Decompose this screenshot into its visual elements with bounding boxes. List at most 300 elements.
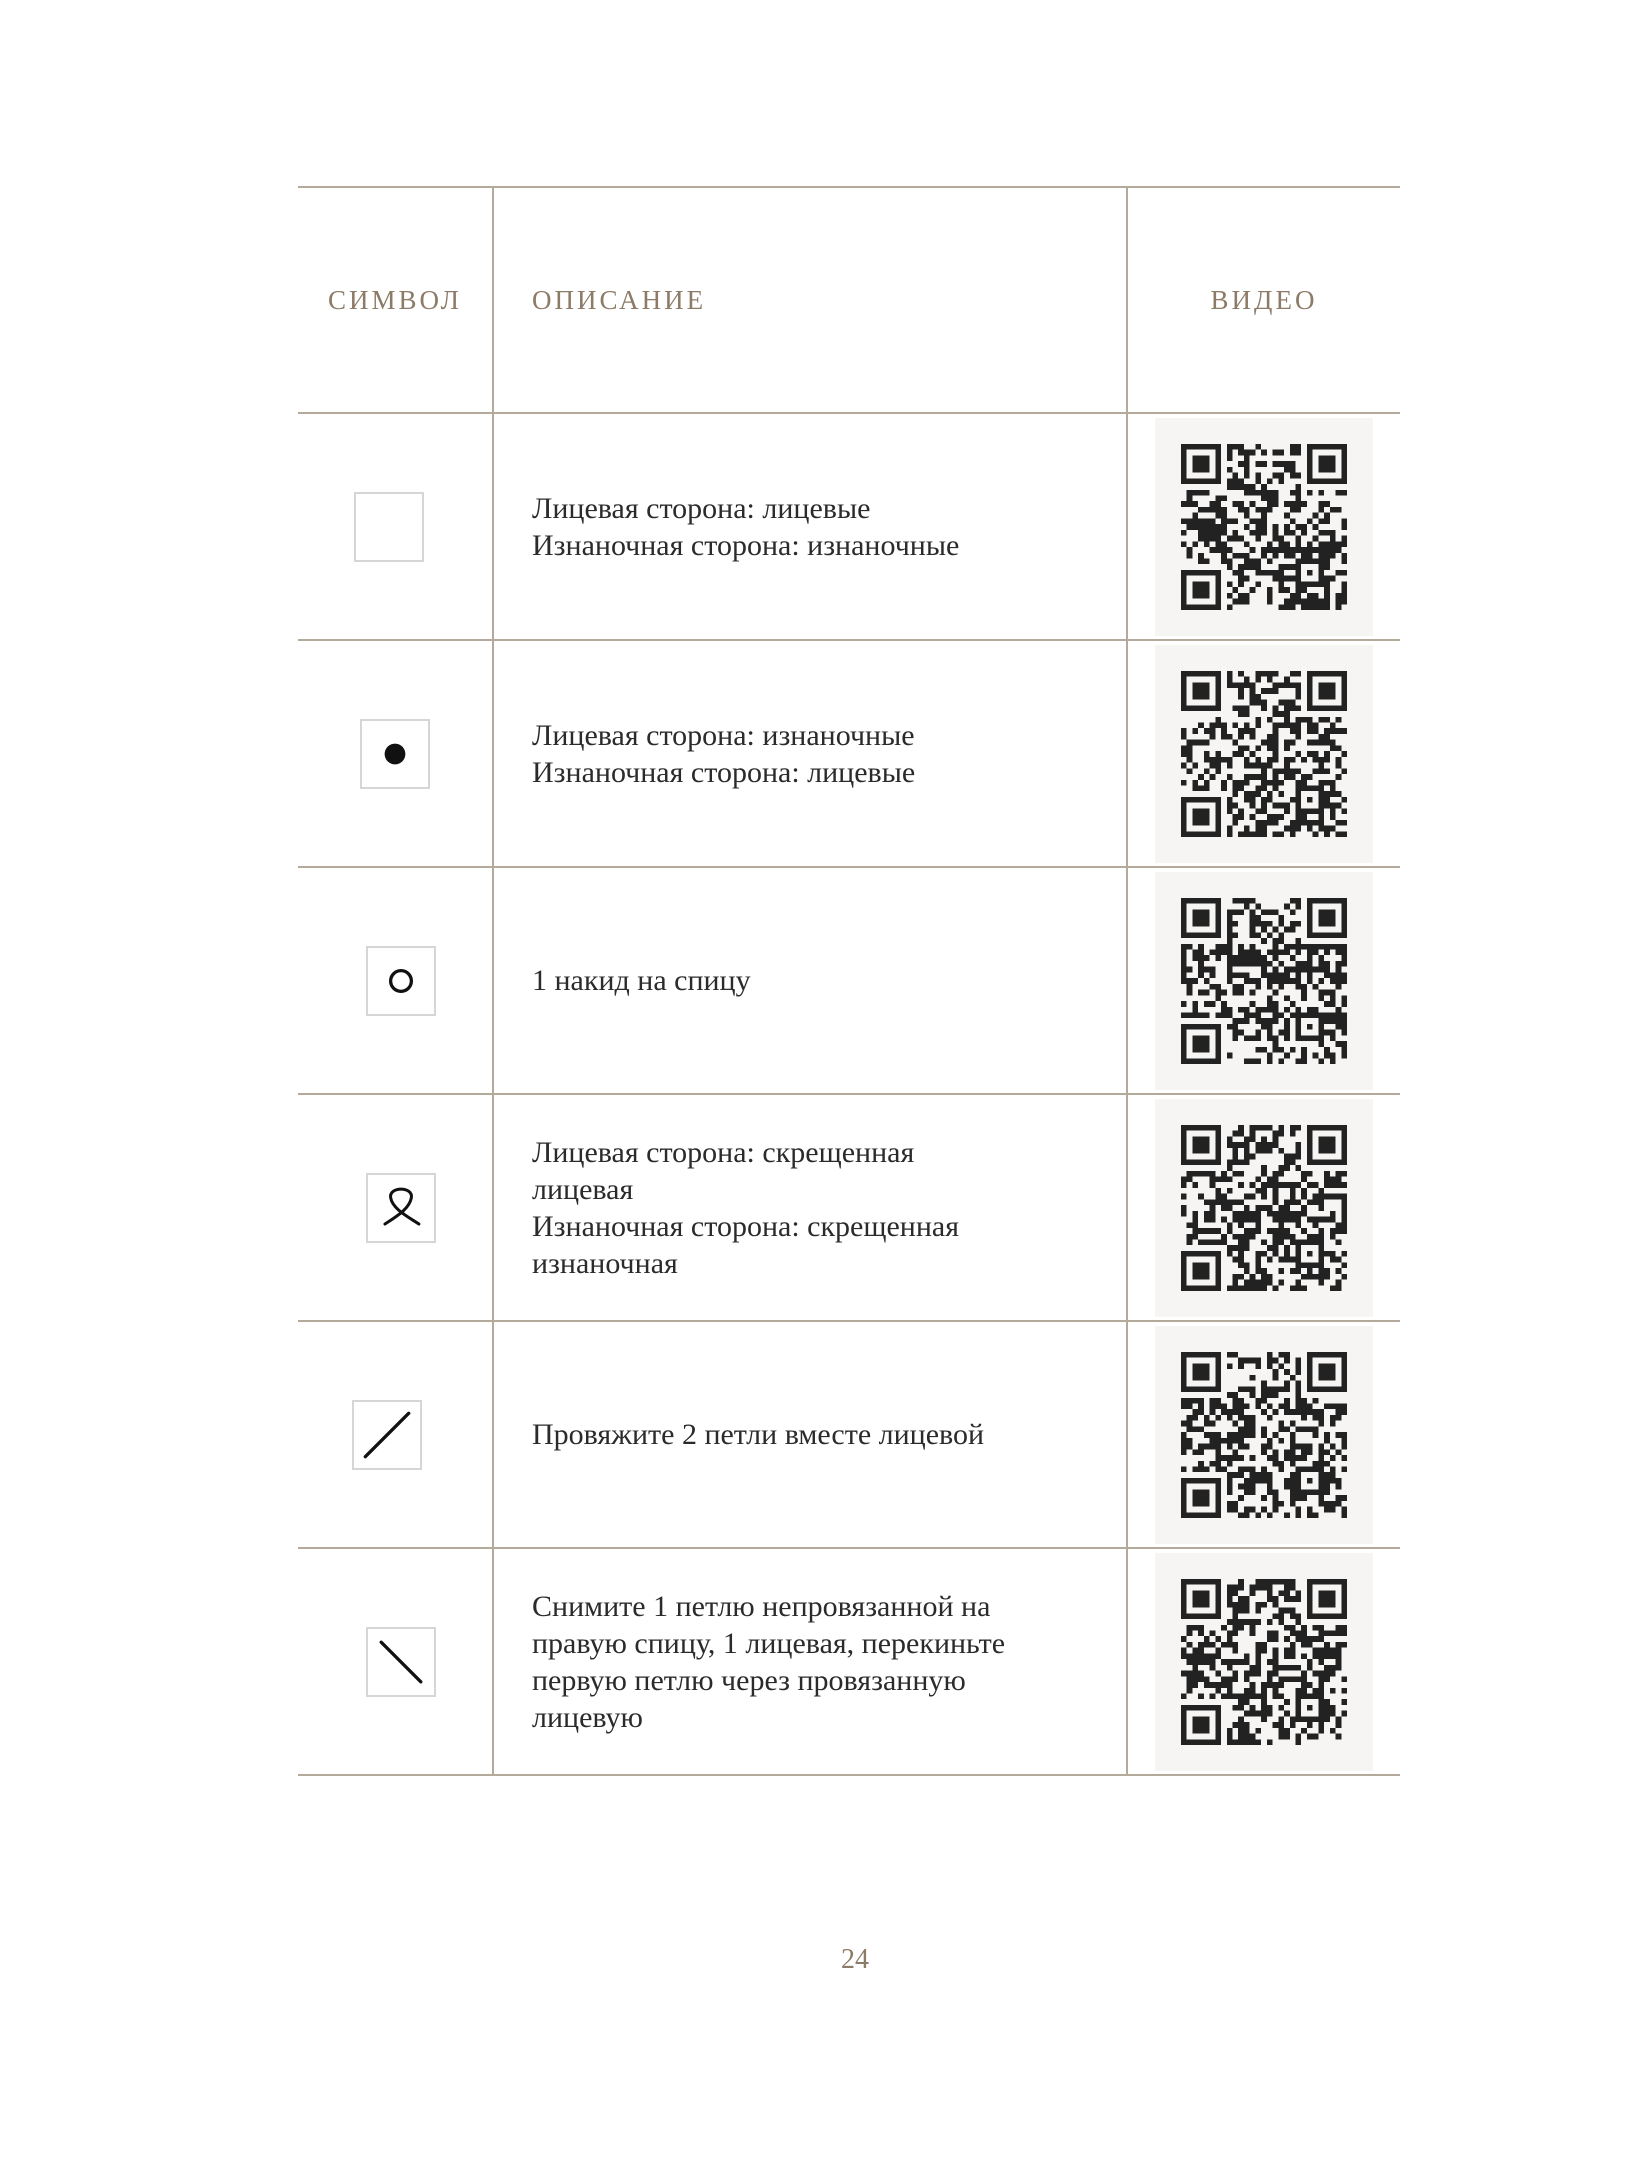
video-qr-code[interactable] bbox=[1155, 1553, 1373, 1771]
qr-module bbox=[1273, 1245, 1279, 1251]
qr-module bbox=[1238, 1233, 1244, 1239]
qr-module bbox=[1250, 1125, 1256, 1131]
qr-module bbox=[1324, 768, 1330, 774]
qr-module bbox=[1336, 1409, 1342, 1415]
qr-module bbox=[1238, 711, 1244, 717]
qr-module bbox=[1324, 716, 1330, 722]
qr-module bbox=[1324, 1670, 1330, 1676]
qr-module bbox=[1267, 960, 1273, 966]
qr-module bbox=[1187, 989, 1193, 995]
qr-module bbox=[1318, 518, 1324, 524]
qr-module bbox=[1192, 1262, 1209, 1279]
qr-module bbox=[1233, 1147, 1239, 1153]
qr-module bbox=[1267, 1018, 1273, 1024]
qr-module bbox=[1255, 819, 1261, 825]
qr-module bbox=[1233, 1676, 1239, 1682]
qr-module bbox=[1244, 1279, 1250, 1285]
qr-module bbox=[1250, 943, 1256, 949]
qr-module bbox=[1250, 489, 1256, 495]
qr-module bbox=[1295, 1409, 1301, 1415]
video-qr-code[interactable] bbox=[1155, 1099, 1373, 1317]
qr-module bbox=[1295, 1363, 1301, 1369]
stitch-legend-table bbox=[298, 186, 1400, 1776]
qr-module bbox=[1221, 1216, 1227, 1222]
qr-module bbox=[1284, 1023, 1290, 1029]
symbol-cell bbox=[298, 640, 493, 867]
qr-module bbox=[1227, 1664, 1233, 1670]
qr-module bbox=[1244, 1693, 1250, 1699]
qr-module bbox=[1233, 920, 1239, 926]
qr-module bbox=[1313, 524, 1319, 530]
qr-module bbox=[1210, 728, 1216, 734]
qr-module bbox=[1250, 1619, 1256, 1625]
qr-module bbox=[1215, 1176, 1221, 1182]
qr-module bbox=[1336, 1483, 1342, 1489]
qr-module bbox=[1244, 489, 1250, 495]
qr-module bbox=[1267, 978, 1273, 984]
qr-module bbox=[1290, 1130, 1296, 1136]
description-text: Снимите 1 петлю непровязанной на правую спицу, 1 лицевая, перекиньте первую петлю через провязанную лицевую bbox=[532, 1589, 1006, 1734]
qr-module bbox=[1284, 802, 1290, 808]
qr-module bbox=[1255, 1607, 1261, 1613]
qr-module bbox=[1210, 1403, 1216, 1409]
qr-module bbox=[1255, 825, 1261, 831]
qr-module bbox=[1192, 1363, 1209, 1380]
qr-module bbox=[1307, 1426, 1313, 1432]
qr-module bbox=[1233, 682, 1239, 688]
qr-module bbox=[1278, 564, 1284, 570]
qr-module bbox=[1341, 978, 1347, 984]
qr-module bbox=[1238, 688, 1244, 694]
qr-module bbox=[1318, 960, 1324, 966]
qr-module bbox=[1255, 1142, 1261, 1148]
qr-module bbox=[1273, 552, 1279, 558]
qr-module bbox=[1250, 1426, 1256, 1432]
qr-module bbox=[1215, 1414, 1221, 1420]
qr-module bbox=[1233, 1704, 1239, 1710]
qr-module bbox=[1250, 1733, 1256, 1739]
qr-module bbox=[1307, 825, 1313, 831]
qr-module bbox=[1187, 745, 1193, 751]
qr-module bbox=[1238, 1722, 1244, 1728]
qr-module bbox=[1244, 1489, 1250, 1495]
qr-module bbox=[1215, 1460, 1221, 1466]
qr-module bbox=[1301, 1187, 1307, 1193]
qr-module bbox=[1318, 1722, 1324, 1728]
qr-module bbox=[1244, 598, 1250, 604]
qr-module bbox=[1255, 1619, 1261, 1625]
qr-module bbox=[1244, 903, 1250, 909]
qr-module bbox=[1238, 989, 1244, 995]
qr-module bbox=[1267, 1512, 1273, 1518]
qr-module bbox=[1284, 1245, 1290, 1251]
qr-module bbox=[1273, 1630, 1279, 1636]
qr-module bbox=[1341, 819, 1347, 825]
qr-module bbox=[1341, 518, 1347, 524]
qr-module bbox=[1330, 1193, 1336, 1199]
qr-module bbox=[1261, 966, 1267, 972]
qr-module bbox=[1210, 1460, 1216, 1466]
qr-module bbox=[1181, 529, 1187, 535]
qr-module bbox=[1278, 802, 1284, 808]
qr-module bbox=[1307, 569, 1313, 575]
qr-module bbox=[1238, 1403, 1244, 1409]
qr-module bbox=[1341, 552, 1347, 558]
qr-module bbox=[1341, 1443, 1347, 1449]
qr-module bbox=[1284, 745, 1290, 751]
qr-module bbox=[1313, 739, 1319, 745]
qr-module bbox=[1267, 1273, 1273, 1279]
video-qr-code[interactable] bbox=[1155, 872, 1373, 1090]
qr-module bbox=[1215, 1636, 1221, 1642]
qr-module bbox=[1261, 1279, 1267, 1285]
qr-module bbox=[1255, 1739, 1261, 1745]
qr-module bbox=[1267, 1228, 1273, 1234]
qr-module bbox=[1233, 1659, 1239, 1665]
qr-module bbox=[1261, 547, 1267, 553]
qr-module bbox=[1181, 762, 1187, 768]
qr-module bbox=[1233, 972, 1239, 978]
qr-module bbox=[1284, 756, 1290, 762]
video-qr-code[interactable] bbox=[1155, 418, 1373, 636]
qr-module bbox=[1278, 472, 1284, 478]
qr-module bbox=[1238, 1199, 1244, 1205]
qr-module bbox=[1341, 1455, 1347, 1461]
qr-module bbox=[1301, 756, 1307, 762]
qr-module bbox=[1313, 768, 1319, 774]
qr-module bbox=[1341, 1624, 1347, 1630]
qr-module bbox=[1221, 989, 1227, 995]
qr-module bbox=[1250, 693, 1256, 699]
qr-module bbox=[1341, 1432, 1347, 1438]
qr-module bbox=[1233, 791, 1239, 797]
qr-module bbox=[1233, 1199, 1239, 1205]
qr-module bbox=[1215, 524, 1221, 530]
qr-module bbox=[1255, 1512, 1261, 1518]
qr-module bbox=[1336, 819, 1342, 825]
qr-module bbox=[1273, 1386, 1279, 1392]
qr-module bbox=[1233, 1590, 1239, 1596]
qr-module bbox=[1336, 1722, 1342, 1728]
qr-module bbox=[1244, 1426, 1250, 1432]
qr-module bbox=[1255, 1262, 1261, 1268]
qr-module bbox=[1267, 1443, 1273, 1449]
qr-module bbox=[1227, 478, 1233, 484]
qr-module bbox=[1244, 1233, 1250, 1239]
qr-module bbox=[1330, 1403, 1336, 1409]
qr-module bbox=[1278, 547, 1284, 553]
qr-module bbox=[1295, 1380, 1301, 1386]
qr-module bbox=[1278, 1222, 1284, 1228]
qr-module bbox=[1238, 682, 1244, 688]
qr-module bbox=[1324, 1460, 1330, 1466]
qr-module bbox=[1221, 1239, 1227, 1245]
qr-module bbox=[1301, 1046, 1307, 1052]
qr-module bbox=[1261, 926, 1267, 932]
qr-module bbox=[1307, 728, 1313, 734]
qr-module bbox=[1250, 814, 1256, 820]
qr-module bbox=[1192, 1466, 1198, 1472]
qr-module bbox=[1215, 1437, 1221, 1443]
qr-module bbox=[1267, 1455, 1273, 1461]
qr-module bbox=[1295, 1285, 1301, 1291]
qr-module bbox=[1181, 1443, 1187, 1449]
qr-module bbox=[1295, 728, 1301, 734]
qr-module bbox=[1261, 808, 1267, 814]
qr-module bbox=[1278, 1716, 1284, 1722]
qr-module bbox=[1187, 966, 1193, 972]
qr-module bbox=[1284, 1653, 1290, 1659]
qr-module bbox=[1198, 1397, 1204, 1403]
qr-module bbox=[1181, 1012, 1187, 1018]
qr-module bbox=[1227, 1596, 1233, 1602]
qr-module bbox=[1238, 960, 1244, 966]
qr-module bbox=[1341, 535, 1347, 541]
qr-module bbox=[1290, 1641, 1296, 1647]
qr-module bbox=[1227, 1245, 1233, 1251]
qr-module bbox=[1244, 722, 1250, 728]
qr-module bbox=[1295, 1506, 1301, 1512]
qr-module bbox=[1295, 943, 1301, 949]
qr-module bbox=[1233, 1233, 1239, 1239]
qr-module bbox=[1330, 1035, 1336, 1041]
qr-module bbox=[1221, 1176, 1227, 1182]
qr-module bbox=[1210, 1170, 1216, 1176]
qr-module bbox=[1227, 484, 1233, 490]
qr-module bbox=[1313, 512, 1319, 518]
qr-module bbox=[1204, 1228, 1210, 1234]
qr-module bbox=[1290, 1285, 1296, 1291]
symbol-cell bbox=[298, 1548, 493, 1775]
qr-module bbox=[1250, 558, 1256, 564]
qr-module bbox=[1233, 484, 1239, 490]
qr-module bbox=[1227, 1489, 1233, 1495]
qr-module bbox=[1284, 466, 1290, 472]
qr-module bbox=[1273, 671, 1279, 677]
qr-module bbox=[1290, 1187, 1296, 1193]
qr-module bbox=[1295, 920, 1301, 926]
video-qr-code[interactable] bbox=[1155, 645, 1373, 863]
qr-module bbox=[1330, 1455, 1336, 1461]
qr-module bbox=[1250, 547, 1256, 553]
qr-module bbox=[1198, 1170, 1204, 1176]
video-cell bbox=[1127, 1094, 1400, 1321]
qr-module bbox=[1233, 1607, 1239, 1613]
qr-module bbox=[1284, 575, 1290, 581]
qr-module bbox=[1273, 1369, 1279, 1375]
qr-module bbox=[1290, 529, 1296, 535]
qr-module bbox=[1215, 1012, 1221, 1018]
qr-module bbox=[1198, 943, 1204, 949]
qr-module bbox=[1255, 1279, 1261, 1285]
qr-module bbox=[1227, 1455, 1233, 1461]
qr-module bbox=[1341, 995, 1347, 1001]
qr-module bbox=[1341, 972, 1347, 978]
qr-module bbox=[1313, 1636, 1319, 1642]
qr-module bbox=[1215, 1193, 1221, 1199]
qr-module bbox=[1187, 1397, 1193, 1403]
qr-module bbox=[1238, 1250, 1244, 1256]
qr-module bbox=[1244, 1228, 1250, 1234]
qr-module bbox=[1318, 598, 1324, 604]
qr-module bbox=[1244, 676, 1250, 682]
qr-module bbox=[1290, 444, 1296, 450]
qr-module bbox=[1273, 802, 1279, 808]
qr-module bbox=[1284, 1029, 1290, 1035]
qr-module bbox=[1273, 1357, 1279, 1363]
qr-module bbox=[1261, 739, 1267, 745]
qr-module bbox=[1261, 484, 1267, 490]
qr-module bbox=[1301, 1193, 1307, 1199]
qr-module bbox=[1330, 1233, 1336, 1239]
qr-module bbox=[1227, 1506, 1233, 1512]
qr-module bbox=[1324, 529, 1330, 535]
qr-module bbox=[1295, 535, 1301, 541]
qr-module bbox=[1210, 1001, 1216, 1007]
qr-module bbox=[1255, 1018, 1261, 1024]
qr-module bbox=[1273, 1722, 1279, 1728]
qr-module bbox=[1284, 1710, 1290, 1716]
qr-module bbox=[1221, 1409, 1227, 1415]
qr-module bbox=[1233, 1500, 1239, 1506]
qr-module bbox=[1284, 1699, 1290, 1705]
qr-module bbox=[1278, 1733, 1284, 1739]
qr-module bbox=[1336, 1006, 1342, 1012]
qr-module bbox=[1318, 1670, 1324, 1676]
qr-module bbox=[1233, 898, 1239, 904]
qr-module bbox=[1233, 1352, 1239, 1358]
qr-module bbox=[1341, 1193, 1347, 1199]
qr-module bbox=[1244, 575, 1250, 581]
qr-module bbox=[1313, 1432, 1319, 1438]
qr-module bbox=[1336, 831, 1342, 837]
qr-module bbox=[1261, 1018, 1267, 1024]
qr-module bbox=[1324, 552, 1330, 558]
qr-module bbox=[1318, 995, 1324, 1001]
qr-module bbox=[1198, 552, 1204, 558]
qr-module bbox=[1250, 564, 1256, 570]
qr-module bbox=[1273, 1170, 1279, 1176]
qr-module bbox=[1250, 1228, 1256, 1234]
qr-module bbox=[1284, 1676, 1290, 1682]
qr-module bbox=[1273, 722, 1279, 728]
qr-module bbox=[1318, 909, 1335, 926]
qr-module bbox=[1233, 1245, 1239, 1251]
qr-module bbox=[1336, 1176, 1342, 1182]
qr-module bbox=[1290, 1624, 1296, 1630]
qr-module bbox=[1307, 1006, 1313, 1012]
qr-module bbox=[1341, 1001, 1347, 1007]
qr-module bbox=[1181, 1420, 1187, 1426]
qr-module bbox=[1278, 575, 1284, 581]
qr-module bbox=[1284, 1664, 1290, 1670]
qr-module bbox=[1278, 581, 1284, 587]
video-qr-code[interactable] bbox=[1155, 1326, 1373, 1544]
qr-module bbox=[1273, 1006, 1279, 1012]
qr-module bbox=[1250, 774, 1256, 780]
qr-module bbox=[1238, 1739, 1244, 1745]
qr-module bbox=[1227, 1006, 1233, 1012]
qr-module bbox=[1181, 1432, 1187, 1438]
qr-module bbox=[1233, 472, 1239, 478]
qr-module bbox=[1187, 1437, 1193, 1443]
qr-module bbox=[1301, 1455, 1307, 1461]
qr-module bbox=[1336, 1432, 1342, 1438]
qr-module bbox=[1336, 1018, 1342, 1024]
qr-module bbox=[1250, 926, 1256, 932]
qr-module bbox=[1250, 1483, 1256, 1489]
qr-module bbox=[1278, 1682, 1284, 1688]
qr-module bbox=[1318, 1682, 1324, 1688]
qr-module bbox=[1233, 1693, 1239, 1699]
qr-module bbox=[1290, 1159, 1296, 1165]
qr-module bbox=[1307, 739, 1313, 745]
qr-module bbox=[1198, 1659, 1204, 1665]
qr-module bbox=[1284, 604, 1290, 610]
qr-module bbox=[1295, 825, 1301, 831]
qr-module bbox=[1330, 1256, 1336, 1262]
qr-module bbox=[1250, 1193, 1256, 1199]
qr-module bbox=[1273, 1228, 1279, 1234]
qr-module bbox=[1267, 1029, 1273, 1035]
qr-module bbox=[1284, 1250, 1290, 1256]
qr-module bbox=[1198, 529, 1204, 535]
qr-module bbox=[1238, 831, 1244, 837]
qr-module bbox=[1238, 592, 1244, 598]
qr-module bbox=[1295, 983, 1301, 989]
qr-module bbox=[1278, 1426, 1284, 1432]
qr-module bbox=[1267, 688, 1273, 694]
qr-module bbox=[1278, 920, 1284, 926]
table-row bbox=[298, 867, 1400, 1094]
qr-module bbox=[1330, 541, 1336, 547]
qr-module bbox=[1330, 825, 1336, 831]
description-text: Лицевая сторона: изнаночные Изнаночная сторона: лицевые bbox=[532, 718, 916, 789]
qr-module bbox=[1341, 1699, 1347, 1705]
qr-module bbox=[1318, 1653, 1324, 1659]
qr-module bbox=[1278, 682, 1284, 688]
qr-module bbox=[1341, 1437, 1347, 1443]
qr-module bbox=[1336, 802, 1342, 808]
qr-module bbox=[1261, 1687, 1267, 1693]
qr-module bbox=[1255, 1710, 1261, 1716]
qr-module bbox=[1307, 972, 1313, 978]
qr-module bbox=[1273, 1285, 1279, 1291]
qr-module bbox=[1273, 461, 1279, 467]
qr-module bbox=[1307, 1199, 1313, 1205]
qr-module bbox=[1198, 1449, 1204, 1455]
qr-module bbox=[1330, 1001, 1336, 1007]
qr-module bbox=[1267, 495, 1273, 501]
qr-module bbox=[1341, 1170, 1347, 1176]
qr-module bbox=[1261, 785, 1267, 791]
qr-module bbox=[1318, 547, 1324, 553]
qr-module bbox=[1278, 932, 1284, 938]
qr-module bbox=[1301, 501, 1307, 507]
purl-dot-icon bbox=[360, 719, 430, 789]
qr-module bbox=[1181, 1466, 1187, 1472]
qr-module bbox=[1233, 444, 1239, 450]
qr-module bbox=[1273, 779, 1279, 785]
qr-module bbox=[1278, 722, 1284, 728]
qr-module bbox=[1227, 518, 1233, 524]
qr-module bbox=[1273, 1687, 1279, 1693]
qr-module bbox=[1192, 1670, 1198, 1676]
qr-module bbox=[1181, 733, 1187, 739]
qr-module bbox=[1210, 762, 1216, 768]
qr-module bbox=[1341, 1495, 1347, 1501]
qr-module bbox=[1198, 506, 1204, 512]
